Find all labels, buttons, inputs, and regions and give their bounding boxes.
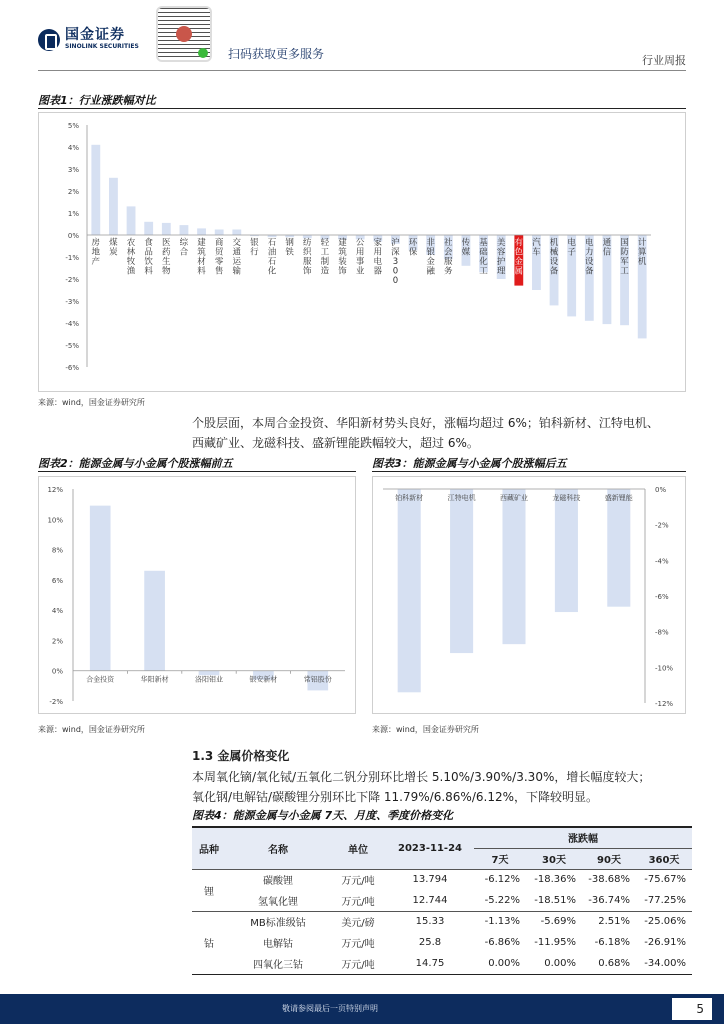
figure2-frame: [38, 476, 356, 714]
x-tick-label: 基础化工: [479, 238, 488, 277]
change-360d-cell: -26.91%: [644, 937, 686, 948]
price-cell: 13.794: [386, 869, 474, 890]
x-tick-label: 煤炭: [109, 238, 118, 258]
x-tick-label: 纺织服饰: [303, 238, 312, 277]
col-30d-header: 30天: [526, 848, 582, 869]
x-tick-label: 电子: [567, 238, 576, 258]
y-tick-label: -4%: [655, 557, 669, 566]
x-tick-label: 银安新材: [249, 675, 278, 684]
table-row: [192, 953, 692, 974]
x-tick-label: 综合: [179, 238, 189, 258]
table-row: [192, 869, 692, 890]
x-tick-label: 盛新锂能: [604, 494, 633, 502]
bar: [180, 225, 189, 235]
stock-commentary-line2: 西藏矿业、龙磁科技、盛新锂能跌幅较大，超过 6%。: [192, 436, 479, 450]
section-title: 1.3 金属价格变化: [192, 749, 290, 763]
y-tick-label: 2%: [67, 188, 79, 196]
variety-cell: 锂: [192, 869, 226, 911]
x-tick-label: 国防军工: [620, 238, 629, 277]
y-tick-label: -4%: [65, 320, 79, 328]
x-tick-label: 沪深 3 0 0: [391, 238, 400, 286]
y-tick-label: -10%: [655, 664, 674, 673]
x-tick-label: 建筑装饰: [338, 238, 347, 277]
table-row: [192, 932, 692, 953]
y-tick-label: -12%: [655, 700, 674, 708]
x-tick-label: 建筑材料: [197, 238, 206, 277]
page-number: 5: [672, 998, 712, 1020]
x-tick-label: 家用电器: [373, 238, 383, 277]
bar: [90, 506, 111, 671]
x-tick-label: 龙磁科技: [552, 494, 581, 502]
y-tick-label: 5%: [67, 122, 79, 130]
y-tick-label: 0%: [655, 486, 667, 494]
x-tick-label: 社会服务: [444, 238, 453, 277]
logo-icon: [38, 29, 60, 51]
x-tick-label: 计算机: [637, 238, 647, 267]
x-tick-label: 非银金融: [426, 238, 435, 277]
bar: [555, 489, 578, 612]
unit-cell: 万元/吨: [341, 896, 375, 908]
x-tick-label: 合金投资: [86, 675, 115, 684]
report-type: 行业周报: [642, 54, 686, 67]
y-tick-label: 0%: [51, 667, 63, 676]
change-90d-cell: 0.68%: [582, 953, 636, 974]
figure3-rule: [372, 471, 686, 472]
table-row: [192, 890, 692, 911]
x-tick-label: 江特电机: [447, 494, 476, 502]
bar: [144, 222, 153, 235]
y-tick-label: -3%: [65, 298, 79, 306]
x-tick-label: 西藏矿业: [500, 494, 528, 502]
y-tick-label: 3%: [67, 166, 79, 174]
company-name-cn: 国金证券: [65, 27, 125, 43]
bar: [607, 489, 630, 607]
y-tick-label: 4%: [51, 607, 63, 616]
figure3-frame: [372, 476, 686, 714]
change-30d-cell: -5.69%: [526, 911, 582, 932]
x-tick-label: 电力设备: [585, 238, 594, 277]
col-date-header: 2023-11-24: [386, 827, 474, 869]
price-cell: 14.75: [386, 953, 474, 974]
col-name-header: 名称: [226, 827, 330, 869]
change-90d-cell: -38.68%: [582, 869, 636, 890]
unit-cell: 万元/吨: [330, 869, 386, 890]
col-unit-header: 单位: [330, 827, 386, 869]
change-360d-cell: -25.06%: [636, 911, 692, 932]
y-tick-label: 2%: [51, 637, 63, 646]
scan-prompt: 扫码获取更多服务: [228, 47, 325, 61]
change-7d-cell: -1.13%: [474, 911, 526, 932]
x-tick-label: 房地产: [91, 238, 101, 267]
name-cell: 四氧化三钴: [226, 953, 330, 974]
change-360d-cell: -34.00%: [636, 953, 692, 974]
x-tick-label: 有色金属: [514, 238, 524, 277]
x-tick-label: 钢铁: [285, 238, 294, 258]
y-tick-label: 1%: [67, 210, 79, 218]
stock-commentary-line1: 个股层面，本周合金投资、华阳新材势头良好，涨幅均超过 6%；铂科新材、江特电机、: [192, 416, 659, 430]
change-30d-cell: -11.95%: [534, 937, 576, 948]
change-90d-cell: -36.74%: [588, 894, 630, 906]
y-tick-label: -5%: [65, 342, 79, 350]
y-tick-label: 4%: [67, 144, 79, 152]
figure1-rule: [38, 108, 686, 109]
change-7d-cell: 0.00%: [474, 953, 526, 974]
bar: [144, 571, 165, 671]
name-cell: 氢氧化锂: [258, 896, 298, 908]
price-commentary-line1: 本周氧化镝/氧化铽/五氧化二钒分别环比增长 5.10%/3.90%/3.30%，增长幅度较大；: [192, 770, 651, 784]
x-tick-label: 银行: [250, 238, 259, 258]
x-tick-label: 医药生物: [162, 238, 171, 277]
figure3-title: 图表3：能源金属与小金属个股涨幅后五: [372, 457, 567, 470]
y-tick-label: -2%: [49, 698, 63, 706]
y-tick-label: -6%: [65, 364, 79, 372]
variety-cell: 钴: [192, 911, 226, 974]
x-tick-label: 通信: [602, 238, 612, 258]
y-tick-label: 8%: [51, 546, 63, 555]
y-tick-label: -6%: [655, 593, 669, 601]
metal-price-table: [192, 826, 692, 975]
figure3-source: 来源：wind，国金证券研究所: [372, 725, 479, 734]
figure1-source: 来源：wind，国金证券研究所: [38, 398, 145, 407]
x-tick-label: 铂科新材: [395, 494, 424, 502]
y-tick-label: 10%: [47, 516, 63, 525]
x-tick-label: 石油石化: [267, 238, 277, 277]
stock-commentary: [192, 413, 692, 453]
x-tick-label: 公用事业: [355, 238, 365, 277]
change-7d-cell: -5.22%: [484, 894, 520, 906]
x-tick-label: 商贸零售: [214, 238, 224, 277]
change-30d-cell: -18.51%: [534, 894, 576, 906]
page-footer: [0, 994, 724, 1024]
bar: [162, 223, 171, 235]
change-30d-cell: -18.36%: [526, 869, 582, 890]
col-variety-header: 品种: [192, 827, 226, 869]
y-tick-label: 12%: [47, 486, 63, 494]
price-cell: 25.8: [418, 937, 442, 948]
y-tick-label: -1%: [65, 254, 79, 262]
bar: [199, 671, 220, 676]
y-tick-label: -2%: [655, 521, 669, 530]
figure4-title: 图表4：能源金属与小金属 7天、月度、季度价格变化: [192, 809, 454, 822]
y-tick-label: 6%: [51, 576, 63, 585]
qr-code-icon[interactable]: [156, 6, 212, 62]
col-90d-header: 90天: [582, 848, 636, 869]
footer-disclaimer: 敬请参阅最后一页特别声明: [282, 1004, 378, 1013]
price-cell: 15.33: [386, 911, 474, 932]
x-tick-label: 华阳新材: [140, 675, 169, 684]
price-commentary-line2: 氧化钢/电解钴/碳酸锂分别环比下降 11.79%/6.86%/6.12%，下降较明显。: [192, 790, 598, 804]
price-cell: 12.744: [412, 894, 448, 906]
bar: [127, 206, 136, 235]
x-tick-label: 常铝股份: [303, 675, 332, 684]
change-360d-cell: -75.67%: [636, 869, 692, 890]
unit-cell: 万元/吨: [330, 953, 386, 974]
change-360d-cell: -77.25%: [644, 894, 686, 906]
figure1-title: 图表1：行业涨跌幅对比: [38, 94, 156, 107]
name-cell: 碳酸锂: [226, 869, 330, 890]
change-30d-cell: 0.00%: [526, 953, 582, 974]
x-tick-label: 交通运输: [232, 238, 242, 277]
x-tick-label: 洛阳钼业: [195, 675, 223, 684]
header-divider: [38, 70, 686, 71]
page-header: [0, 0, 724, 70]
bottom5-losers-chart: [373, 477, 685, 713]
top5-gainers-chart: [39, 477, 355, 713]
company-name-en: SINOLINK SECURITIES: [65, 43, 139, 50]
x-tick-label: 传媒: [461, 238, 471, 258]
x-tick-label: 机械设备: [549, 238, 559, 277]
x-tick-label: 环保: [408, 238, 418, 258]
y-tick-label: -2%: [65, 276, 79, 284]
bar: [215, 230, 224, 236]
x-tick-label: 食品饮料: [144, 238, 153, 277]
company-logo: [38, 28, 139, 51]
bar: [232, 230, 241, 236]
x-tick-label: 美容护理: [496, 238, 506, 277]
unit-cell: 万元/吨: [341, 939, 375, 950]
x-tick-label: 轻工制造: [320, 238, 330, 277]
col-360d-header: 360天: [636, 848, 692, 869]
industry-change-chart: [39, 113, 685, 391]
figure1-frame: [38, 112, 686, 392]
bar: [91, 145, 100, 235]
y-tick-label: 0%: [67, 232, 79, 240]
change-7d-cell: -6.12%: [474, 869, 526, 890]
x-tick-label: 汽车: [532, 238, 541, 258]
table-row: [192, 911, 692, 932]
figure2-title: 图表2：能源金属与小金属个股涨幅前五: [38, 457, 233, 470]
bar: [502, 489, 525, 644]
bar: [197, 228, 206, 235]
col-7d-header: 7天: [474, 848, 526, 869]
x-tick-label: 农林牧渔: [126, 238, 136, 277]
figure2-source: 来源：wind，国金证券研究所: [38, 725, 145, 734]
bar: [398, 489, 421, 692]
col-change-header: 涨跌幅: [474, 827, 692, 848]
bar: [450, 489, 473, 653]
price-commentary: [192, 767, 692, 807]
bar: [109, 178, 118, 235]
unit-cell: 美元/磅: [330, 911, 386, 932]
name-cell: 电解钴: [263, 939, 293, 950]
y-tick-label: -8%: [655, 628, 669, 637]
change-90d-cell: 2.51%: [582, 911, 636, 932]
name-cell: MB标准级钴: [226, 911, 330, 932]
change-7d-cell: -6.86%: [484, 937, 520, 948]
change-90d-cell: -6.18%: [594, 937, 630, 948]
figure2-rule: [38, 471, 356, 472]
